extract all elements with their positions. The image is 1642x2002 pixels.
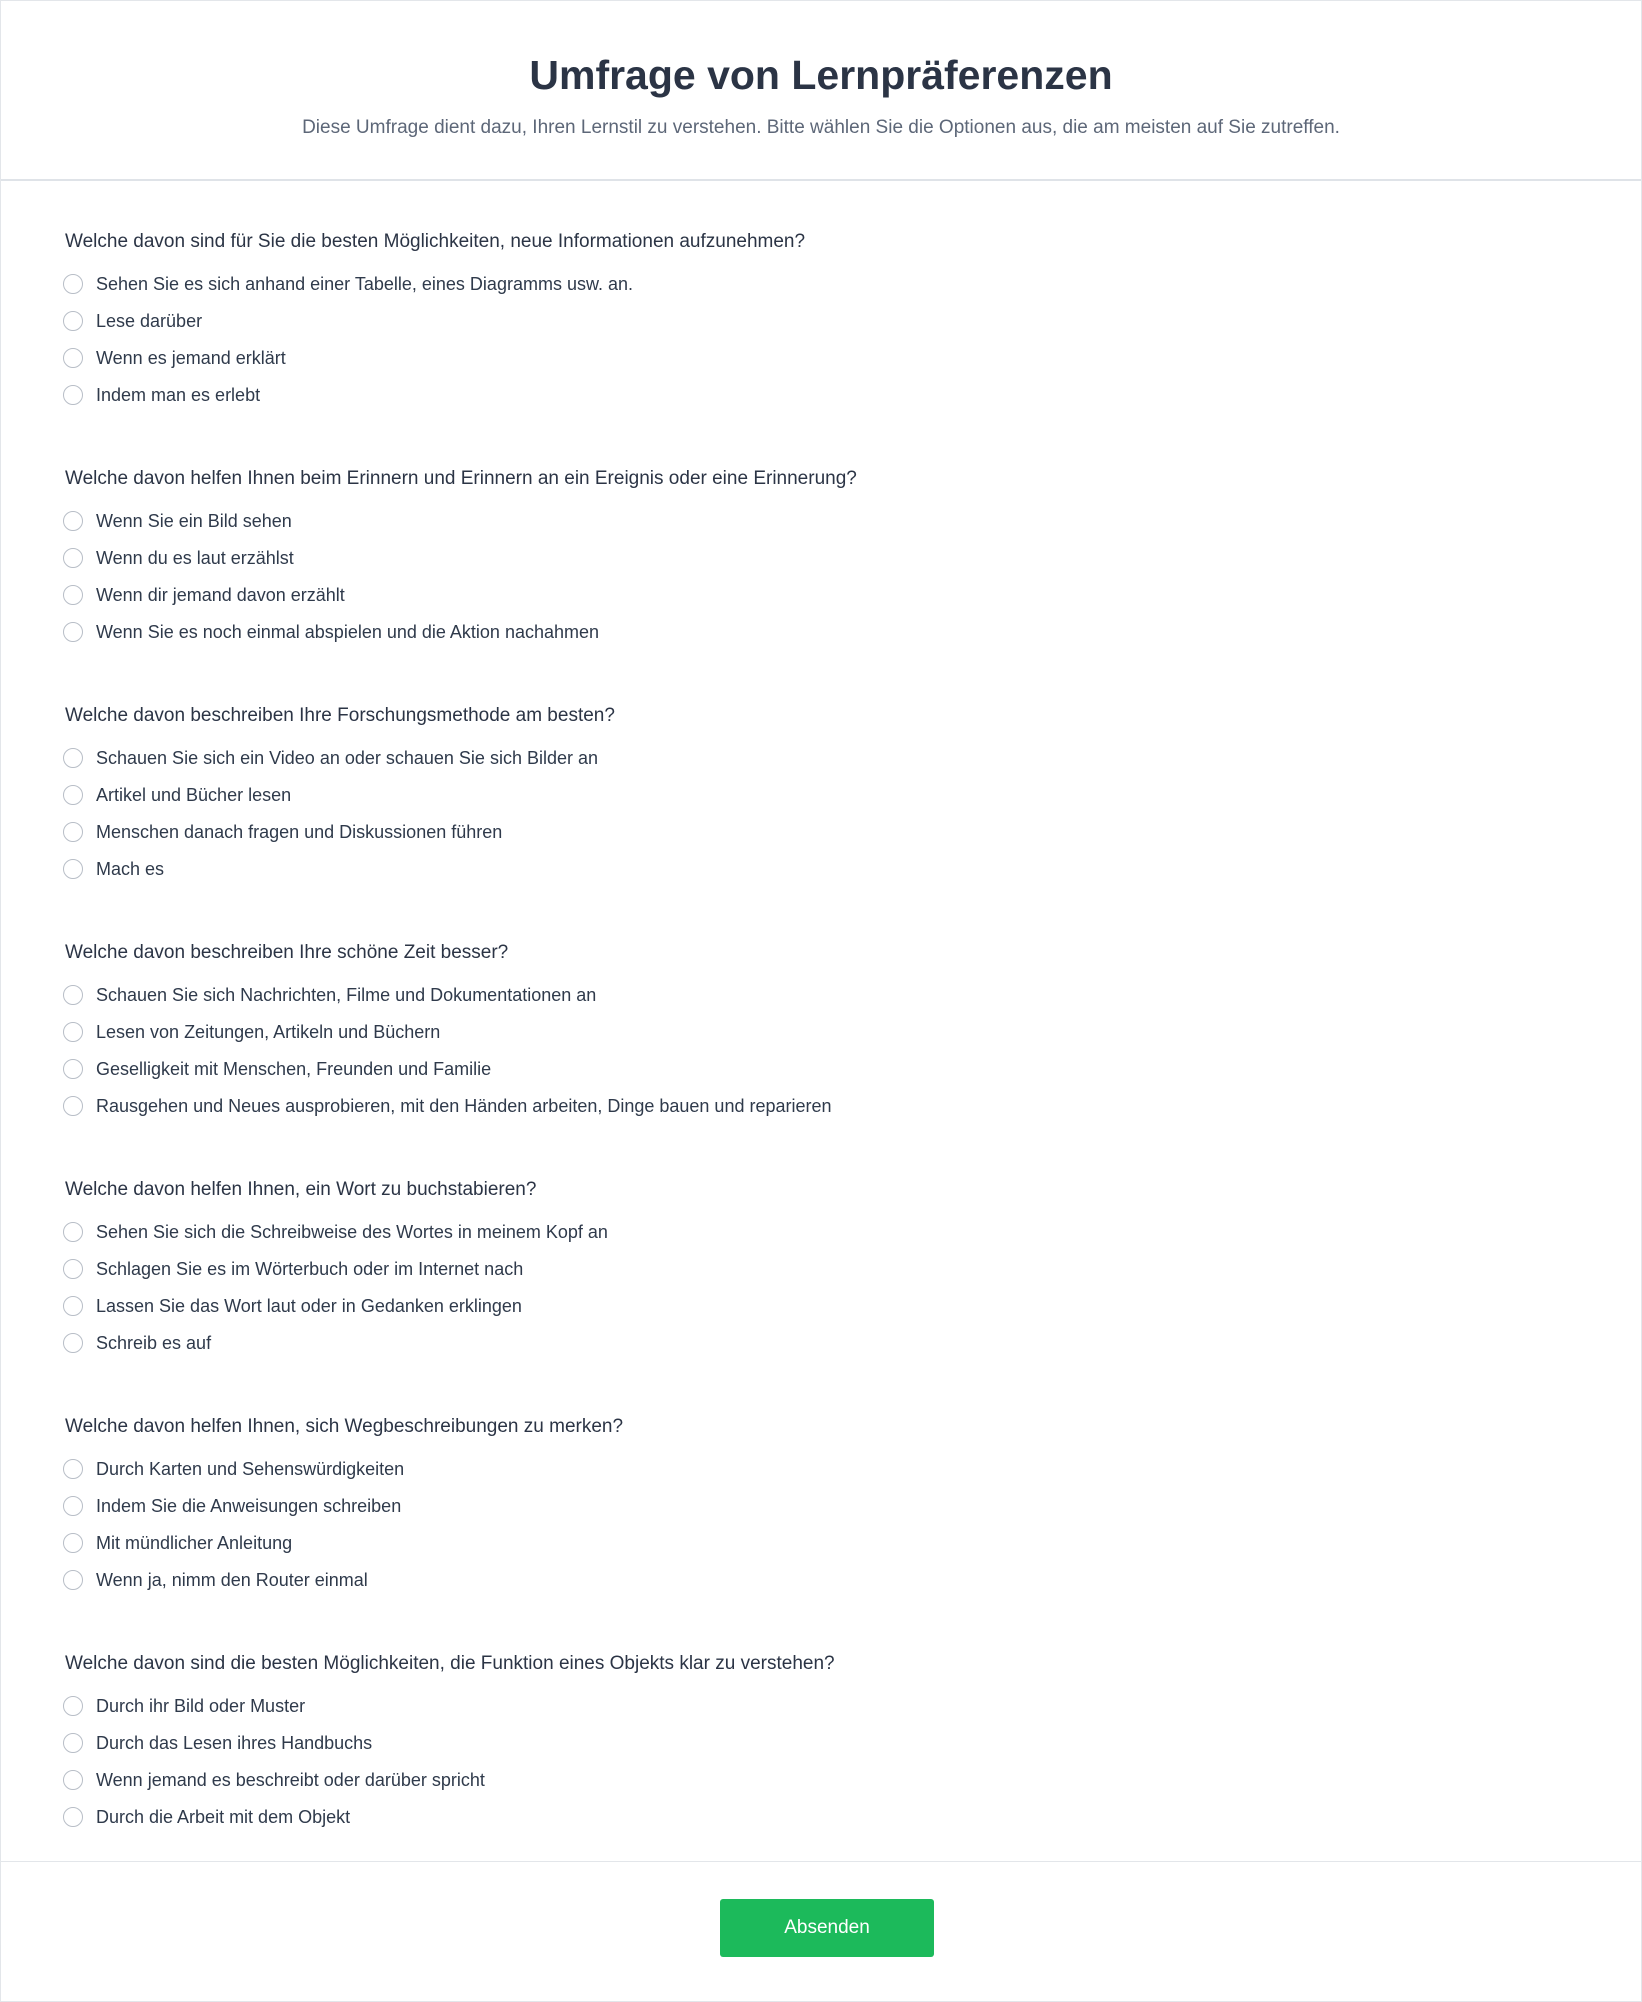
radio-option-label: Wenn ja, nimm den Router einmal bbox=[96, 1569, 368, 1590]
radio-option-label: Geselligkeit mit Menschen, Freunden und Familie bbox=[96, 1058, 492, 1079]
radio-button[interactable] bbox=[63, 1733, 83, 1753]
radio-option-label: Sehen Sie es sich anhand einer Tabelle, eines Diagramms usw. an. bbox=[96, 273, 633, 294]
radio-option[interactable] bbox=[65, 1798, 1565, 1835]
radio-button[interactable] bbox=[63, 1296, 83, 1316]
radio-option-label: Schlagen Sie es im Wörterbuch oder im Internet nach bbox=[96, 1258, 524, 1279]
radio-option-label: Lesen von Zeitungen, Artikeln und Büchern bbox=[96, 1021, 441, 1042]
radio-option[interactable] bbox=[65, 302, 1565, 339]
radio-button[interactable] bbox=[63, 1222, 83, 1242]
radio-button[interactable] bbox=[63, 1533, 83, 1553]
radio-option-label: Durch Karten und Sehenswürdigkeiten bbox=[96, 1458, 405, 1479]
question-1 bbox=[65, 227, 1565, 464]
radio-button[interactable] bbox=[63, 1459, 83, 1479]
radio-option[interactable] bbox=[65, 1050, 1565, 1087]
radio-button[interactable] bbox=[63, 385, 83, 405]
radio-option[interactable] bbox=[65, 1213, 1565, 1250]
radio-option[interactable] bbox=[65, 1250, 1565, 1287]
radio-option[interactable] bbox=[65, 1487, 1565, 1524]
question-title: Welche davon helfen Ihnen, sich Wegbeschreibungen zu merken? bbox=[65, 1416, 624, 1437]
question-title: Welche davon sind für Sie die besten Möglichkeiten, neue Informationen aufzunehmen? bbox=[65, 231, 806, 252]
radio-option[interactable] bbox=[65, 265, 1565, 302]
radio-option[interactable] bbox=[65, 1450, 1565, 1487]
form-footer bbox=[1, 1861, 1641, 2002]
radio-option[interactable] bbox=[65, 1761, 1565, 1798]
radio-button[interactable] bbox=[63, 785, 83, 805]
radio-option[interactable] bbox=[65, 776, 1565, 813]
radio-button[interactable] bbox=[63, 822, 83, 842]
radio-button[interactable] bbox=[63, 1570, 83, 1590]
radio-option-label: Wenn dir jemand davon erzählt bbox=[96, 584, 345, 605]
question-title: Welche davon helfen Ihnen, ein Wort zu buchstabieren? bbox=[65, 1179, 537, 1200]
question-title: Welche davon beschreiben Ihre schöne Zeit besser? bbox=[65, 942, 509, 963]
radio-option[interactable] bbox=[65, 1561, 1565, 1598]
radio-button[interactable] bbox=[63, 1059, 83, 1079]
radio-button[interactable] bbox=[63, 1333, 83, 1353]
radio-option-label: Wenn Sie es noch einmal abspielen und die Aktion nachahmen bbox=[96, 621, 600, 642]
radio-button[interactable] bbox=[63, 622, 83, 642]
radio-button[interactable] bbox=[63, 585, 83, 605]
question-list bbox=[65, 227, 1565, 1886]
radio-option-label: Menschen danach fragen und Diskussionen führen bbox=[96, 821, 503, 842]
radio-button[interactable] bbox=[63, 548, 83, 568]
radio-option-label: Sehen Sie sich die Schreibweise des Wortes in meinem Kopf an bbox=[96, 1221, 608, 1242]
question-7 bbox=[65, 1649, 1565, 1886]
question-2 bbox=[65, 464, 1565, 701]
radio-button[interactable] bbox=[63, 1807, 83, 1827]
radio-option-label: Schauen Sie sich Nachrichten, Filme und Dokumentationen an bbox=[96, 984, 597, 1005]
radio-button[interactable] bbox=[63, 1696, 83, 1716]
radio-option-label: Rausgehen und Neues ausprobieren, mit den Händen arbeiten, Dinge bauen und reparieren bbox=[96, 1095, 832, 1116]
radio-option[interactable] bbox=[65, 339, 1565, 376]
radio-button[interactable] bbox=[63, 1496, 83, 1516]
radio-option[interactable] bbox=[65, 1687, 1565, 1724]
radio-button[interactable] bbox=[63, 348, 83, 368]
radio-option-label: Wenn jemand es beschreibt oder darüber spricht bbox=[96, 1769, 485, 1790]
radio-option-label: Wenn Sie ein Bild sehen bbox=[96, 510, 292, 531]
question-title: Welche davon helfen Ihnen beim Erinnern und Erinnern an ein Ereignis oder eine Erinnerung? bbox=[65, 468, 857, 489]
radio-button[interactable] bbox=[63, 511, 83, 531]
radio-option-label: Schauen Sie sich ein Video an oder schauen Sie sich Bilder an bbox=[96, 747, 598, 768]
radio-option[interactable] bbox=[65, 739, 1565, 776]
question-3 bbox=[65, 701, 1565, 938]
radio-button[interactable] bbox=[63, 1096, 83, 1116]
radio-option[interactable] bbox=[65, 1013, 1565, 1050]
radio-option-label: Artikel und Bücher lesen bbox=[96, 784, 292, 805]
radio-option[interactable] bbox=[65, 376, 1565, 413]
radio-option[interactable] bbox=[65, 502, 1565, 539]
question-6 bbox=[65, 1412, 1565, 1649]
radio-option[interactable] bbox=[65, 1287, 1565, 1324]
radio-button[interactable] bbox=[63, 311, 83, 331]
radio-option[interactable] bbox=[65, 576, 1565, 613]
radio-option-label: Mach es bbox=[96, 858, 165, 879]
radio-option-label: Durch das Lesen ihres Handbuchs bbox=[96, 1732, 373, 1753]
radio-option-label: Wenn du es laut erzählst bbox=[96, 547, 294, 568]
radio-option-label: Schreib es auf bbox=[96, 1332, 212, 1353]
radio-button[interactable] bbox=[63, 859, 83, 879]
page-subtitle: Diese Umfrage dient dazu, Ihren Lernstil zu verstehen. Bitte wählen Sie die Optionen aus, die am meisten auf Sie zutreffen. bbox=[302, 117, 1340, 138]
form-header bbox=[1, 1, 1641, 181]
radio-option[interactable] bbox=[65, 850, 1565, 887]
radio-option[interactable] bbox=[65, 1724, 1565, 1761]
question-title: Welche davon beschreiben Ihre Forschungsmethode am besten? bbox=[65, 705, 615, 726]
radio-option[interactable] bbox=[65, 613, 1565, 650]
radio-option-label: Indem man es erlebt bbox=[96, 384, 261, 405]
radio-option-label: Durch ihr Bild oder Muster bbox=[96, 1695, 306, 1716]
radio-option[interactable] bbox=[65, 813, 1565, 850]
radio-button[interactable] bbox=[63, 1770, 83, 1790]
radio-button[interactable] bbox=[63, 274, 83, 294]
radio-button[interactable] bbox=[63, 1259, 83, 1279]
radio-option-label: Wenn es jemand erklärt bbox=[96, 347, 286, 368]
radio-button[interactable] bbox=[63, 985, 83, 1005]
question-4 bbox=[65, 938, 1565, 1175]
question-5 bbox=[65, 1175, 1565, 1412]
submit-button[interactable]: Absenden bbox=[720, 1899, 934, 1957]
radio-option-label: Durch die Arbeit mit dem Objekt bbox=[96, 1806, 351, 1827]
radio-option[interactable] bbox=[65, 976, 1565, 1013]
radio-button[interactable] bbox=[63, 748, 83, 768]
radio-option[interactable] bbox=[65, 1324, 1565, 1361]
radio-option[interactable] bbox=[65, 1524, 1565, 1561]
radio-option[interactable] bbox=[65, 1087, 1565, 1124]
radio-option-label: Mit mündlicher Anleitung bbox=[96, 1532, 293, 1553]
radio-option-label: Lassen Sie das Wort laut oder in Gedanken erklingen bbox=[96, 1295, 522, 1316]
radio-option-label: Lese darüber bbox=[96, 310, 203, 331]
page-title: Umfrage von Lernpräferenzen bbox=[529, 52, 1113, 98]
question-title: Welche davon sind die besten Möglichkeiten, die Funktion eines Objekts klar zu verstehen? bbox=[65, 1653, 835, 1674]
radio-option[interactable] bbox=[65, 539, 1565, 576]
radio-button[interactable] bbox=[63, 1022, 83, 1042]
radio-option-label: Indem Sie die Anweisungen schreiben bbox=[96, 1495, 402, 1516]
